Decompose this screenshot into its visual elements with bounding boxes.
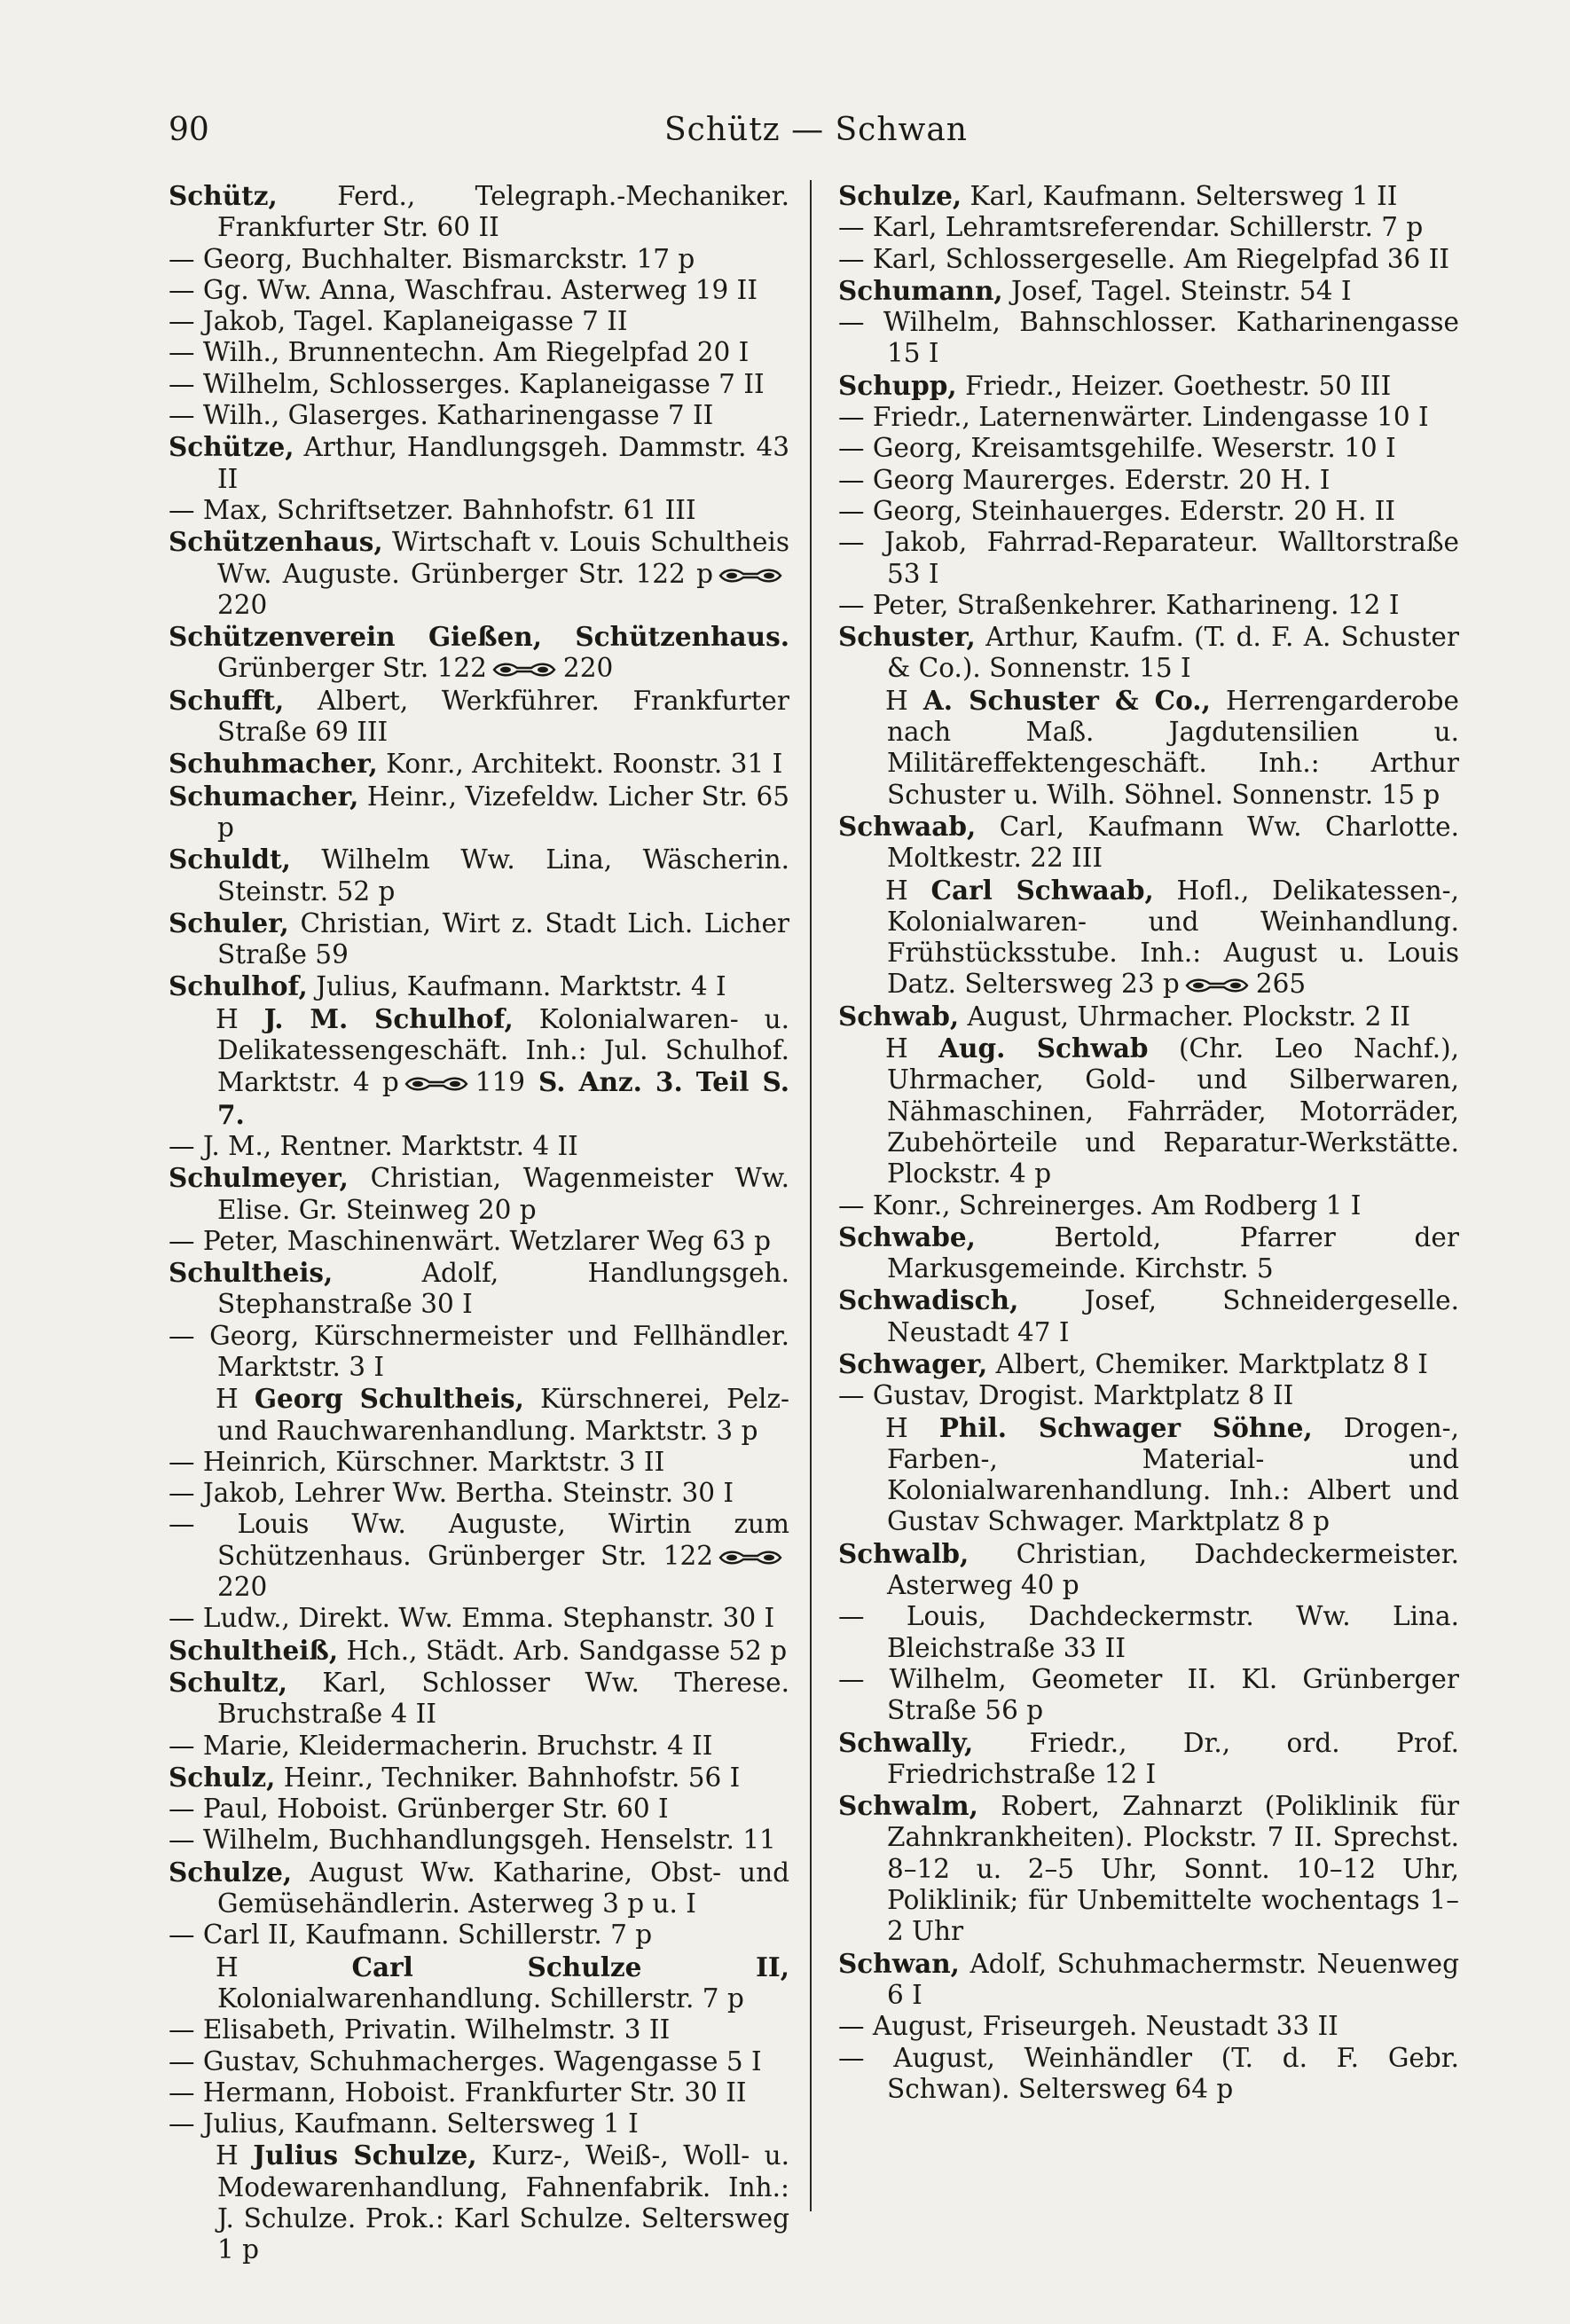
- firm-marker: H: [885, 875, 931, 906]
- directory-entry: [169, 970, 789, 1002]
- firm-name: Julius Schulze,: [253, 2139, 477, 2171]
- entry-details: — Jakob, Tagel. Kaplaneigasse 7 II: [169, 306, 628, 337]
- entry-details: Hofl., Delikatessen-, Kolonialwaren- und Weinhandlung. Frühstücksstube. Inh.: August u. Louis Datz. Seltersweg 23 p: [887, 875, 1459, 1000]
- right-column: [838, 180, 1459, 2105]
- directory-entry: [169, 1447, 789, 1478]
- telephone-icon: [491, 661, 558, 679]
- directory-entry: [169, 844, 789, 907]
- entry-details: — Marie, Kleidermacherin. Bruchstr. 4 II: [169, 1730, 713, 1761]
- firm-name: A. Schuster & Co.,: [922, 684, 1211, 716]
- directory-entry: [169, 1162, 789, 1226]
- entry-details: — Gustav, Drogist. Marktplatz 8 II: [838, 1380, 1294, 1411]
- entry-details: Heinr., Vizefeldw. Licher Str. 65 p: [217, 781, 789, 843]
- directory-entry: [169, 431, 789, 495]
- directory-entry: [169, 1762, 789, 1794]
- entry-details: — Max, Schriftsetzer. Bahnhofstr. 61 III: [169, 494, 696, 525]
- entry-details: — Gustav, Schuhmacherges. Wagengasse 5 I: [169, 2045, 762, 2077]
- entry-details: — Wilhelm, Bahnschlosser. Katharinengasse 15 I: [838, 307, 1459, 369]
- entry-details: — Georg, Kreisamtsgehilfe. Weserstr. 10 I: [838, 433, 1396, 464]
- surname: Schütze,: [169, 431, 294, 463]
- directory-entry: [169, 1603, 789, 1634]
- surname: Schütz,: [169, 180, 278, 211]
- directory-entry: [838, 1190, 1459, 1221]
- entry-details: — Julius, Kaufmann. Seltersweg 1 I: [169, 2108, 639, 2139]
- directory-entry: [169, 781, 789, 844]
- surname: Schwally,: [838, 1726, 974, 1758]
- page-number: 90: [169, 112, 209, 148]
- telephone-icon: [717, 1549, 784, 1566]
- directory-entry: [838, 590, 1459, 621]
- telephone-number: 119: [475, 1067, 526, 1098]
- entry-details: August Ww. Katharine, Obst- und Gemüsehändlerin. Asterweg 3 p u. I: [217, 1857, 789, 1920]
- firm-entry: [169, 1003, 789, 1131]
- entry-details: — Wilhelm, Geometer II. Kl. Grünberger Straße 56 p: [838, 1663, 1459, 1726]
- entry-details: — Peter, Maschinenwärt. Wetzlarer Weg 63 p: [169, 1225, 771, 1256]
- surname: Schultz,: [169, 1666, 288, 1698]
- directory-entry: [838, 1790, 1459, 1947]
- surname: Schützenverein Gießen, Schützenhaus.: [169, 621, 789, 653]
- telephone-number: 220: [217, 589, 268, 620]
- firm-marker: H: [216, 1951, 352, 1982]
- surname: Schulmeyer,: [169, 1162, 349, 1194]
- entry-details: Friedr., Dr., ord. Prof. Friedrichstraße 12 I: [887, 1727, 1459, 1789]
- surname: Schupp,: [838, 369, 957, 401]
- directory-entry: [169, 2014, 789, 2045]
- entry-details: — Georg, Buchhalter. Bismarckstr. 17 p: [169, 243, 695, 274]
- entry-details: Adolf, Schuhmachermstr. Neuenweg 6 I: [887, 1948, 1459, 2010]
- firm-marker: H: [885, 1033, 939, 1064]
- directory-entry: [169, 1478, 789, 1509]
- directory-entry: [169, 369, 789, 400]
- telephone-icon: [717, 567, 784, 585]
- entry-details: — Wilh., Glaserges. Katharinengasse 7 II: [169, 400, 714, 431]
- surname: Schultheis,: [169, 1257, 334, 1289]
- directory-entry: [169, 1857, 789, 1920]
- entry-details: Heinr., Techniker. Bahnhofstr. 56 I: [275, 1762, 741, 1793]
- directory-entry: [169, 1794, 789, 1825]
- directory-entry: [169, 306, 789, 337]
- directory-entry: [838, 307, 1459, 370]
- surname: Schuldt,: [169, 844, 291, 875]
- entry-details: Arthur, Handlungsgeh. Dammstr. 43 II: [217, 432, 789, 494]
- directory-entry: [838, 244, 1459, 275]
- surname: Schützenhaus,: [169, 526, 383, 558]
- directory-entry: [169, 526, 789, 621]
- directory-entry: [169, 1226, 789, 1257]
- directory-entry: [838, 2043, 1459, 2106]
- surname: Schulhof,: [169, 970, 308, 1002]
- entry-details: — Louis Ww. Auguste, Wirtin zum Schützenhaus. Grünberger Str. 122: [169, 1509, 789, 1571]
- directory-entry: [838, 275, 1459, 307]
- entry-details: Albert, Chemiker. Marktplatz 8 I: [987, 1348, 1428, 1379]
- firm-name: J. M. Schulhof,: [263, 1002, 514, 1034]
- entry-details: — Wilhelm, Schlosserges. Kaplaneigasse 7 II: [169, 368, 765, 399]
- directory-entry: [838, 811, 1459, 875]
- firm-entry: [169, 1383, 789, 1447]
- directory-entry: [838, 496, 1459, 527]
- running-title: Schütz — Schwan: [664, 112, 968, 148]
- surname: Schuler,: [169, 907, 289, 938]
- directory-entry: [838, 1001, 1459, 1032]
- telephone-number: 265: [1255, 969, 1307, 1000]
- surname: Schwalm,: [838, 1790, 978, 1822]
- directory-entry: [838, 527, 1459, 590]
- directory-entry: [169, 748, 789, 780]
- firm-marker: H: [885, 1412, 939, 1443]
- directory-entry: [838, 621, 1459, 685]
- firm-name: Phil. Schwager Söhne,: [938, 1411, 1313, 1443]
- entry-details: Hch., Städt. Arb. Sandgasse 52 p: [338, 1635, 788, 1666]
- entry-details: — Georg, Steinhauerges. Ederstr. 20 H. II: [838, 495, 1396, 526]
- firm-entry: [169, 1951, 789, 2015]
- advert-reference: S. Anz. 3. Teil S. 7.: [217, 1066, 789, 1130]
- entry-details: — Ludw., Direkt. Ww. Emma. Stephanstr. 30 I: [169, 1603, 775, 1634]
- telephone-icon: [403, 1075, 470, 1093]
- left-column: [169, 180, 789, 2266]
- directory-entry: [838, 212, 1459, 243]
- entry-details: — Hermann, Hoboist. Frankfurter Str. 30 II: [169, 2077, 747, 2108]
- surname: Schufft,: [169, 684, 285, 716]
- surname: Schwalb,: [838, 1537, 969, 1569]
- entry-details: Konr., Architekt. Roonstr. 31 I: [377, 749, 783, 780]
- entry-details: Adolf, Handlungsgeh. Stephanstraße 30 I: [217, 1258, 789, 1320]
- entry-details: Ferd., Telegraph.-Mechaniker. Frankfurter Str. 60 II: [217, 181, 789, 243]
- entry-details: — Karl, Lehramtsreferendar. Schillerstr. 7 p: [838, 212, 1424, 243]
- directory-entry: [169, 1321, 789, 1384]
- entry-details: Josef, Schneidergeselle. Neustadt 47 I: [887, 1285, 1459, 1347]
- firm-name: Carl Schwaab,: [930, 874, 1154, 906]
- entry-details: — Karl, Schlossergeselle. Am Riegelpfad 36 II: [838, 243, 1449, 274]
- entry-details: — J. M., Rentner. Marktstr. 4 II: [169, 1130, 578, 1161]
- directory-entry: [838, 402, 1459, 433]
- firm-marker: H: [885, 685, 923, 716]
- directory-entry: [838, 1380, 1459, 1411]
- firm-name: Georg Schultheis,: [254, 1383, 524, 1415]
- surname: Schumann,: [838, 274, 1003, 306]
- firm-entry: [838, 875, 1459, 1001]
- entry-details: Kürschnerei, Pelz- und Rauchwarenhandlung. Marktstr. 3 p: [217, 1384, 790, 1446]
- directory-entry: [838, 1284, 1459, 1348]
- directory-entry: [838, 2011, 1459, 2042]
- surname: Schultheiß,: [169, 1634, 339, 1666]
- entry-details: (Chr. Leo Nachf.), Uhrmacher, Gold- und Silberwaren, Nähmaschinen, Fahrräder, Motorräder, Zubehörteile und Reparatur-Werkstätte. Plockstr. 4 p: [887, 1033, 1460, 1189]
- entry-details: Karl, Kaufmann. Seltersweg 1 II: [962, 181, 1398, 211]
- entry-details: — Jakob, Fahrrad-Reparateur. Walltorstraße 53 I: [838, 527, 1459, 589]
- directory-entry: [169, 1920, 789, 1951]
- entry-details: — Wilh., Brunnentechn. Am Riegelpfad 20 I: [169, 337, 750, 368]
- directory-entry: [838, 433, 1459, 464]
- entry-details: Wilhelm Ww. Lina, Wäscherin. Steinstr. 52 p: [217, 844, 789, 907]
- entry-details: — Carl II, Kaufmann. Schillerstr. 7 p: [169, 1920, 653, 1951]
- telephone-number: 220: [217, 1572, 268, 1603]
- entry-details: — Georg, Kürschnermeister und Fellhändler. Marktstr. 3 I: [169, 1320, 789, 1382]
- entry-details: Drogen-, Farben-, Material- und Kolonialwarenhandlung. Inh.: Albert und Gustav Schwager. Marktplatz 8 p: [887, 1412, 1459, 1537]
- directory-entry: [169, 337, 789, 368]
- firm-marker: H: [216, 2140, 254, 2171]
- directory-entry: [169, 2046, 789, 2077]
- entry-details: — Konr., Schreinerges. Am Rodberg 1 I: [838, 1189, 1362, 1221]
- directory-entry: [169, 1667, 789, 1731]
- firm-entry: [838, 685, 1459, 811]
- entry-details: Friedr., Heizer. Goethestr. 50 III: [956, 370, 1392, 401]
- entry-details: Karl, Schlosser Ww. Therese. Bruchstraße 4 II: [217, 1667, 789, 1730]
- entry-details: Josef, Tagel. Steinstr. 54 I: [1002, 275, 1352, 306]
- firm-entry: [838, 1032, 1459, 1189]
- directory-entry: [169, 1731, 789, 1762]
- directory-entry: [169, 2077, 789, 2108]
- entry-details: — Louis, Dachdeckermstr. Ww. Lina. Bleichstraße 33 II: [838, 1601, 1459, 1663]
- entry-details: Robert, Zahnarzt (Poliklinik für Zahnkrankheiten). Plockstr. 7 II. Sprechst. 8–12 u. 2–5 Uhr, Sonnt. 10–12 Uhr, Poliklinik; für Unbemittelte wochentags 1–2 Uhr: [887, 1791, 1459, 1947]
- directory-entry: [838, 1664, 1459, 1727]
- directory-entry: [838, 1948, 1459, 2012]
- directory-entry: [838, 1538, 1459, 1602]
- column-divider: [810, 180, 812, 2211]
- directory-entry: [838, 370, 1459, 402]
- directory-entry: [169, 1635, 789, 1667]
- entry-details: Christian, Wirt z. Stadt Lich. Licher Straße 59: [217, 907, 789, 970]
- surname: Schwaab,: [838, 810, 977, 842]
- entry-details: Kolonialwaren- u. Delikatessengeschäft. Inh.: Jul. Schulhof. Marktstr. 4 p: [217, 1003, 789, 1098]
- entry-details: — August, Friseurgeh. Neustadt 33 II: [838, 2011, 1338, 2042]
- directory-entry: [169, 275, 789, 306]
- directory-entry: [169, 907, 789, 971]
- directory-entry: [169, 1825, 789, 1856]
- entry-details: Bertold, Pfarrer der Markusgemeinde. Kirchstr. 5: [887, 1221, 1459, 1284]
- page-header: [169, 105, 1464, 158]
- entry-details: — Georg Maurerges. Ederstr. 20 H. I: [838, 464, 1331, 495]
- directory-entry: [169, 1509, 789, 1603]
- directory-entry: [838, 1348, 1459, 1380]
- entry-details: — Jakob, Lehrer Ww. Bertha. Steinstr. 30 I: [169, 1478, 734, 1509]
- directory-entry: [169, 1257, 789, 1321]
- surname: Schulz,: [169, 1761, 276, 1793]
- directory-entry: [169, 180, 789, 244]
- directory-entry: [838, 1727, 1459, 1791]
- surname: Schwadisch,: [838, 1284, 1019, 1316]
- entry-details: Christian, Wagenmeister Ww. Elise. Gr. Steinweg 20 p: [217, 1163, 789, 1225]
- entry-details: August, Uhrmacher. Plockstr. 2 II: [959, 1001, 1411, 1032]
- firm-entry: [838, 1412, 1459, 1538]
- entry-details: Arthur, Kaufm. (T. d. F. A. Schuster & Co.). Sonnenstr. 15 I: [887, 622, 1459, 684]
- surname: Schuster,: [838, 621, 976, 653]
- surname: Schwabe,: [838, 1221, 976, 1252]
- surname: Schwan,: [838, 1947, 960, 1979]
- directory-entry: [169, 2108, 789, 2139]
- entry-details: Carl, Kaufmann Ww. Charlotte. Moltkestr. 22 III: [887, 811, 1459, 874]
- surname: Schumacher,: [169, 780, 359, 812]
- directory-entry: [169, 495, 789, 526]
- directory-entry: [838, 180, 1459, 212]
- entry-details: — Wilhelm, Buchhandlungsgeh. Henselstr. 11: [169, 1825, 776, 1856]
- firm-marker: H: [216, 1384, 255, 1415]
- entry-details: — Elisabeth, Privatin. Wilhelmstr. 3 II: [169, 2014, 671, 2045]
- surname: Schwager,: [838, 1347, 988, 1379]
- entry-details: Herrengarderobe nach Maß. Jagdutensilien u. Militäreffektengeschäft. Inh.: Arthur Schuster u. Wilh. Söhnel. Sonnenstr. 15 p: [887, 685, 1459, 810]
- directory-entry: [169, 400, 789, 431]
- entry-details: Albert, Werkführer. Frankfurter Straße 69 III: [217, 685, 789, 748]
- entry-details: Wirtschaft v. Louis Schultheis Ww. Auguste. Grünberger Str. 122 p: [217, 527, 789, 589]
- firm-name: Aug. Schwab: [938, 1032, 1149, 1064]
- entry-details: Kurz-, Weiß-, Woll- u. Modewarenhandlung, Fahnenfabrik. Inh.: J. Schulze. Prok.: Karl Schulze. Seltersweg 1 p: [217, 2140, 790, 2265]
- directory-entry: [838, 465, 1459, 496]
- entry-details: Julius, Kaufmann. Marktstr. 4 I: [307, 971, 726, 1002]
- firm-marker: H: [216, 1003, 264, 1034]
- entry-details: — Peter, Straßenkehrer. Katharineng. 12 I: [838, 589, 1400, 620]
- entry-details: — Heinrich, Kürschner. Marktstr. 3 II: [169, 1446, 665, 1477]
- firm-entry: [169, 2139, 789, 2265]
- directory-entry: [838, 1601, 1459, 1664]
- entry-details: Grünberger Str. 122: [217, 653, 487, 684]
- entry-details: — August, Weinhändler (T. d. F. Gebr. Schwan). Seltersweg 64 p: [838, 2042, 1459, 2104]
- telephone-icon: [1183, 977, 1251, 994]
- entry-details: Kolonialwarenhandlung. Schillerstr. 7 p: [217, 1982, 744, 2014]
- firm-name: Carl Schulze II,: [351, 1951, 789, 1982]
- directory-entry: [169, 244, 789, 275]
- entry-details: — Gg. Ww. Anna, Waschfrau. Asterweg 19 II: [169, 274, 758, 305]
- directory-entry: [169, 621, 789, 685]
- surname: Schuhmacher,: [169, 748, 378, 780]
- directory-entry: [169, 685, 789, 749]
- entry-details: — Friedr., Laternenwärter. Lindengasse 10 I: [838, 402, 1429, 433]
- telephone-number: 220: [562, 653, 614, 684]
- entry-details: — Paul, Hoboist. Grünberger Str. 60 I: [169, 1794, 669, 1825]
- directory-entry: [838, 1221, 1459, 1285]
- surname: Schulze,: [169, 1856, 293, 1888]
- surname: Schulze,: [838, 180, 962, 211]
- directory-entry: [169, 1131, 789, 1162]
- surname: Schwab,: [838, 1000, 960, 1032]
- entry-details: Christian, Dachdeckermeister. Asterweg 40 p: [887, 1538, 1459, 1601]
